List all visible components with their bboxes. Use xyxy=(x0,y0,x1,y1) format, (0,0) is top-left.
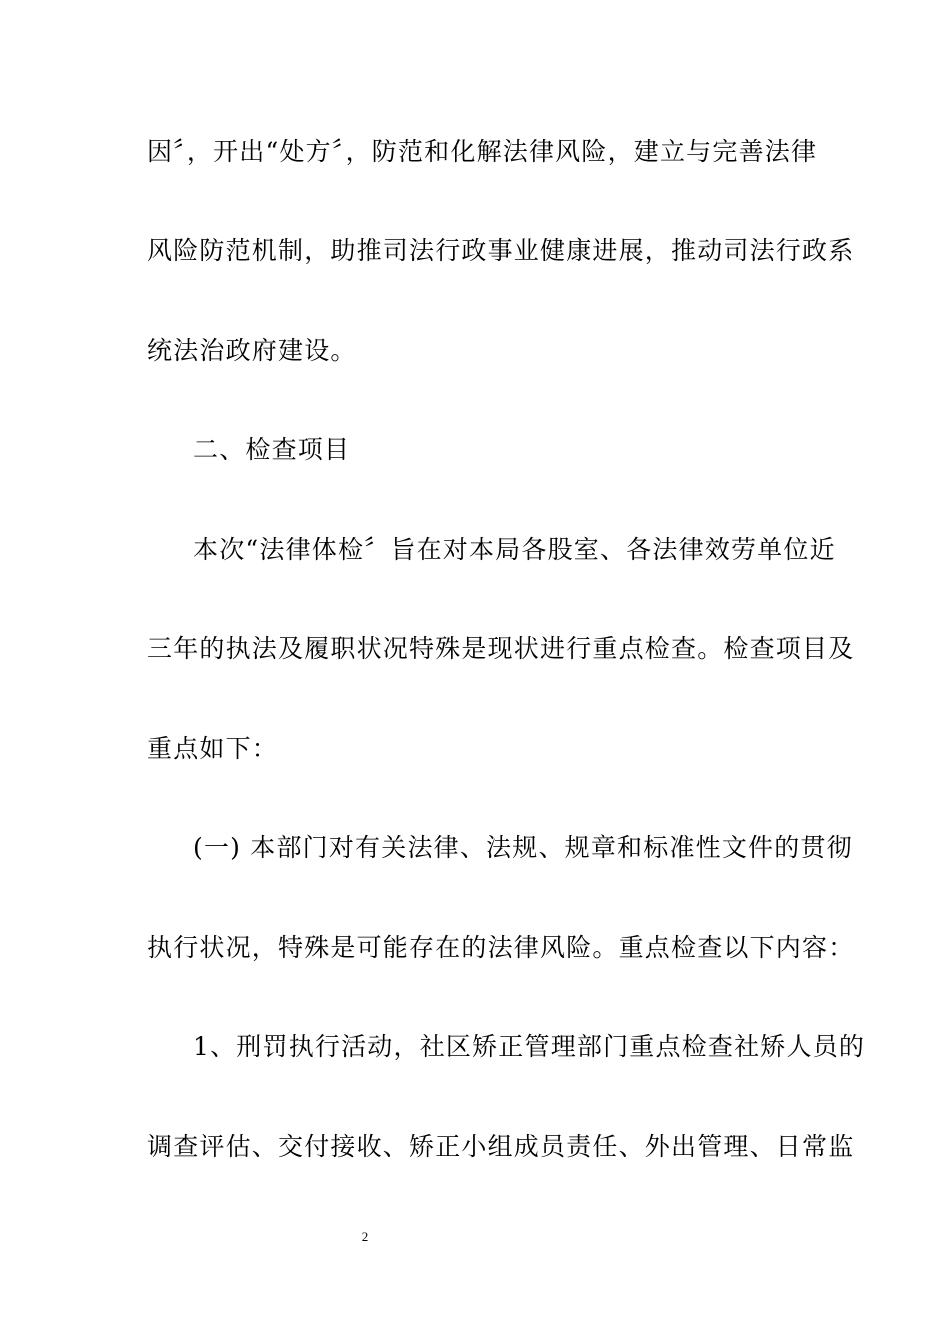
paragraph-line-3: 统法治政府建设。 xyxy=(147,336,357,365)
page-number: 2 xyxy=(361,1229,369,1244)
paragraph-line-6: 重点如下： xyxy=(147,734,279,763)
paragraph-line-5: 三年的执法及履职状况特殊是现状进行重点检查。检查项目及 xyxy=(147,634,855,663)
subsection-line-2: 执行状况，特殊是可能存在的法律风险。重点检查以下内容： xyxy=(147,933,855,962)
paragraph-line-2: 风险防范机制，助推司法行政事业健康进展，推动司法行政系 xyxy=(147,236,855,265)
list-item-line-2: 调查评估、交付接收、矫正小组成员责任、外出管理、日常监 xyxy=(147,1132,855,1161)
list-item-line-1: 1、刑罚执行活动，社区矫正管理部门重点检查社矫人员的 xyxy=(193,1032,866,1061)
paragraph-line-1: 因〞，开出“处方〞，防范和化解法律风险，建立与完善法律 xyxy=(147,137,818,166)
subsection-line-1: (一) 本部门对有关法律、法规、规章和标准性文件的贯彻 xyxy=(193,833,853,862)
section-heading: 二、检查项目 xyxy=(193,435,351,464)
paragraph-line-4: 本次“法律体检〞旨在对本局各股室、各法律效劳单位近 xyxy=(193,535,836,564)
